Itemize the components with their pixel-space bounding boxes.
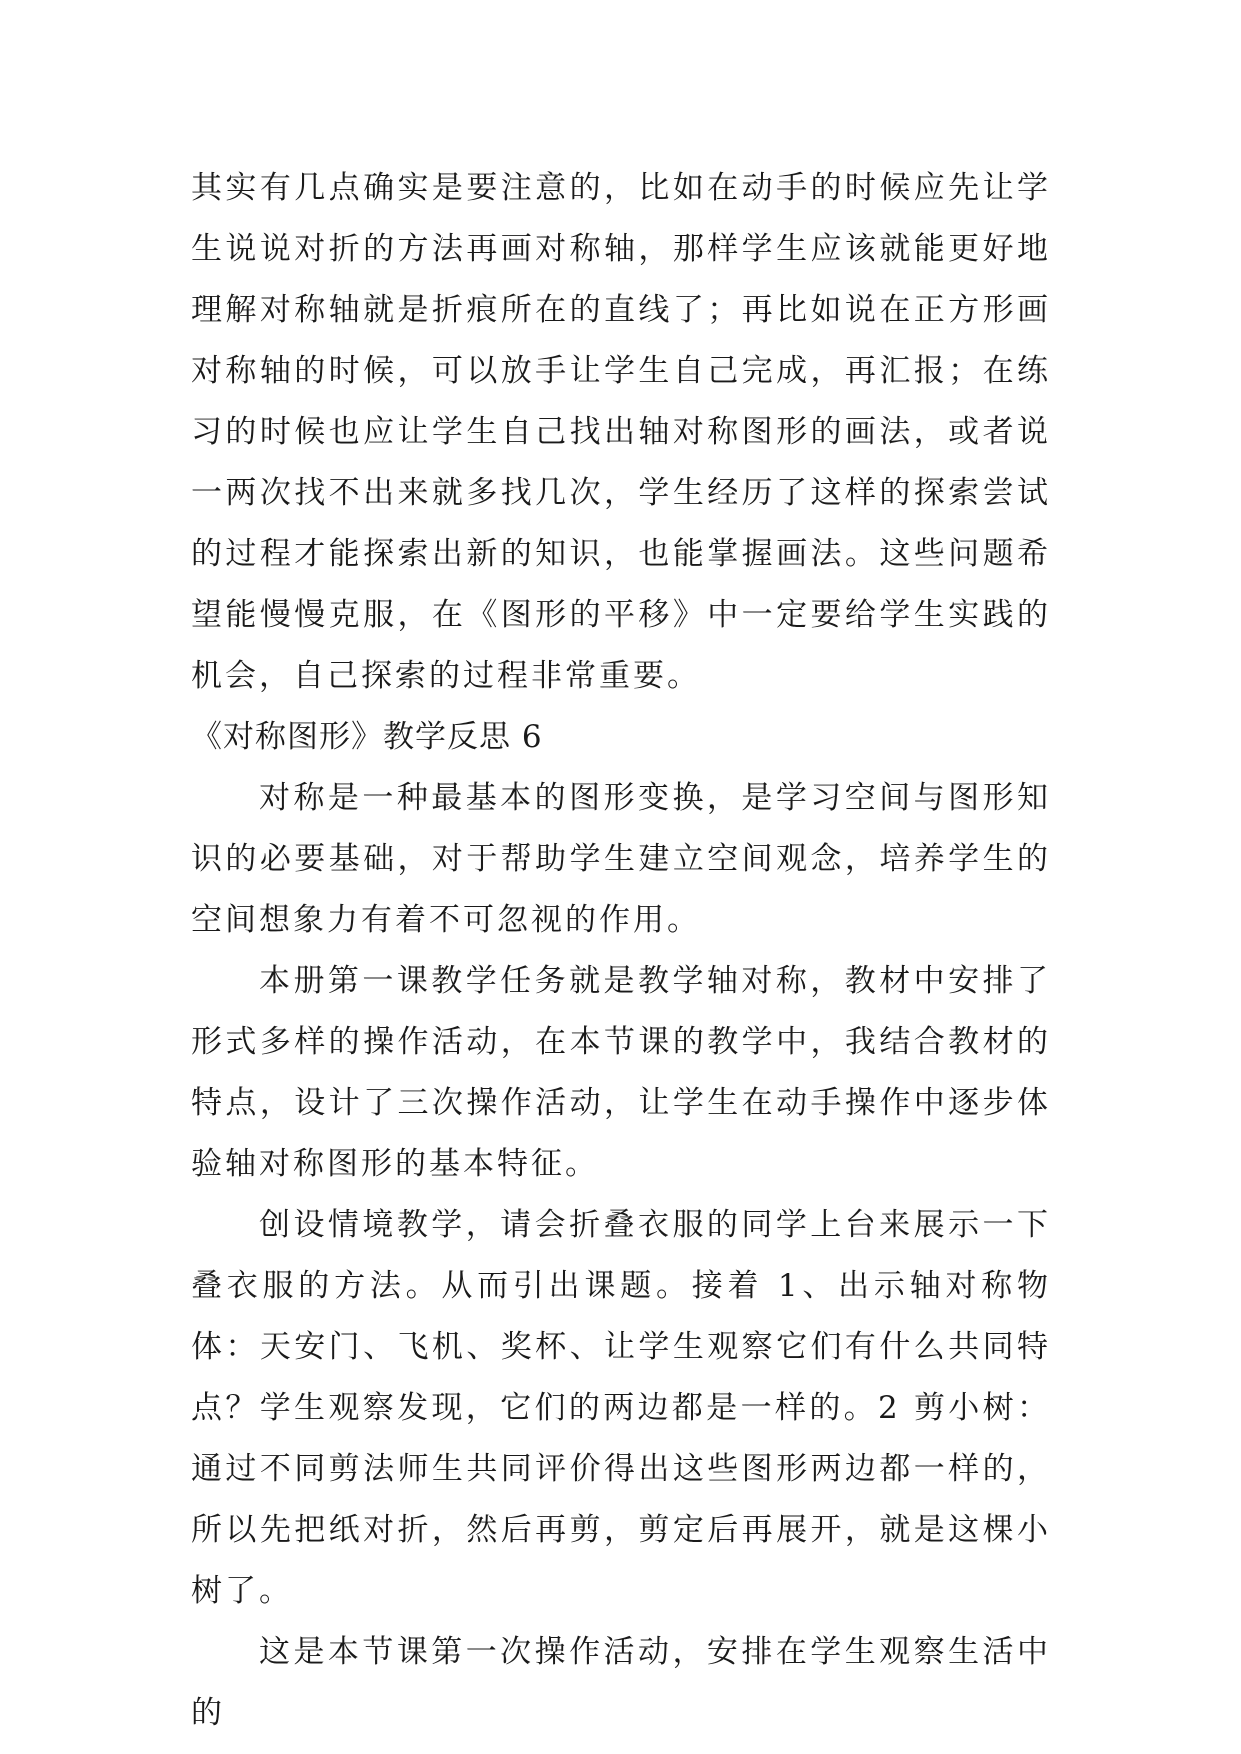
paragraph-scenario: 创设情境教学，请会折叠衣服的同学上台来展示一下叠衣服的方法。从而引出课题。接着 1、出示轴对称物体：天安门、飞机、奖杯、让学生观察它们有什么共同特点？学生观察发现，它们的两边都是一样的。2 剪小树：通过不同剪法师生共同评价得出这些图形两边都一样的，所以先把纸对折，然后再剪，剪定后再展开，就是这棵小树了。 bbox=[191, 1207, 1051, 1609]
paragraph-lesson-task: 本册第一课教学任务就是教学轴对称，教材中安排了形式多样的操作活动，在本节课的教学中，我结合教材的特点，设计了三次操作活动，让学生在动手操作中逐步体验轴对称图形的基本特征。 bbox=[191, 963, 1051, 1182]
section-heading: 《对称图形》教学反思 6 bbox=[191, 719, 543, 755]
page-body bbox=[191, 158, 1051, 1744]
paragraph-continuation: 其实有几点确实是要注意的，比如在动手的时候应先让学生说说对折的方法再画对称轴，那样学生应该就能更好地理解对称轴就是折痕所在的直线了；再比如说在正方形画对称轴的时候，可以放手让学生自己完成，再汇报；在练习的时候也应让学生自己找出轴对称图形的画法，或者说一两次找不出来就多找几次，学生经历了这样的探索尝试的过程才能探索出新的知识，也能掌握画法。这些问题希望能慢慢克服，在《图形的平移》中一定要给学生实践的机会，自己探索的过程非常重要。 bbox=[191, 170, 1051, 694]
paragraph-first-activity: 这是本节课第一次操作活动，安排在学生观察生活中的 bbox=[191, 1634, 1051, 1731]
paragraph-intro: 对称是一种最基本的图形变换，是学习空间与图形知识的必要基础，对于帮助学生建立空间观念，培养学生的空间想象力有着不可忽视的作用。 bbox=[191, 780, 1051, 938]
